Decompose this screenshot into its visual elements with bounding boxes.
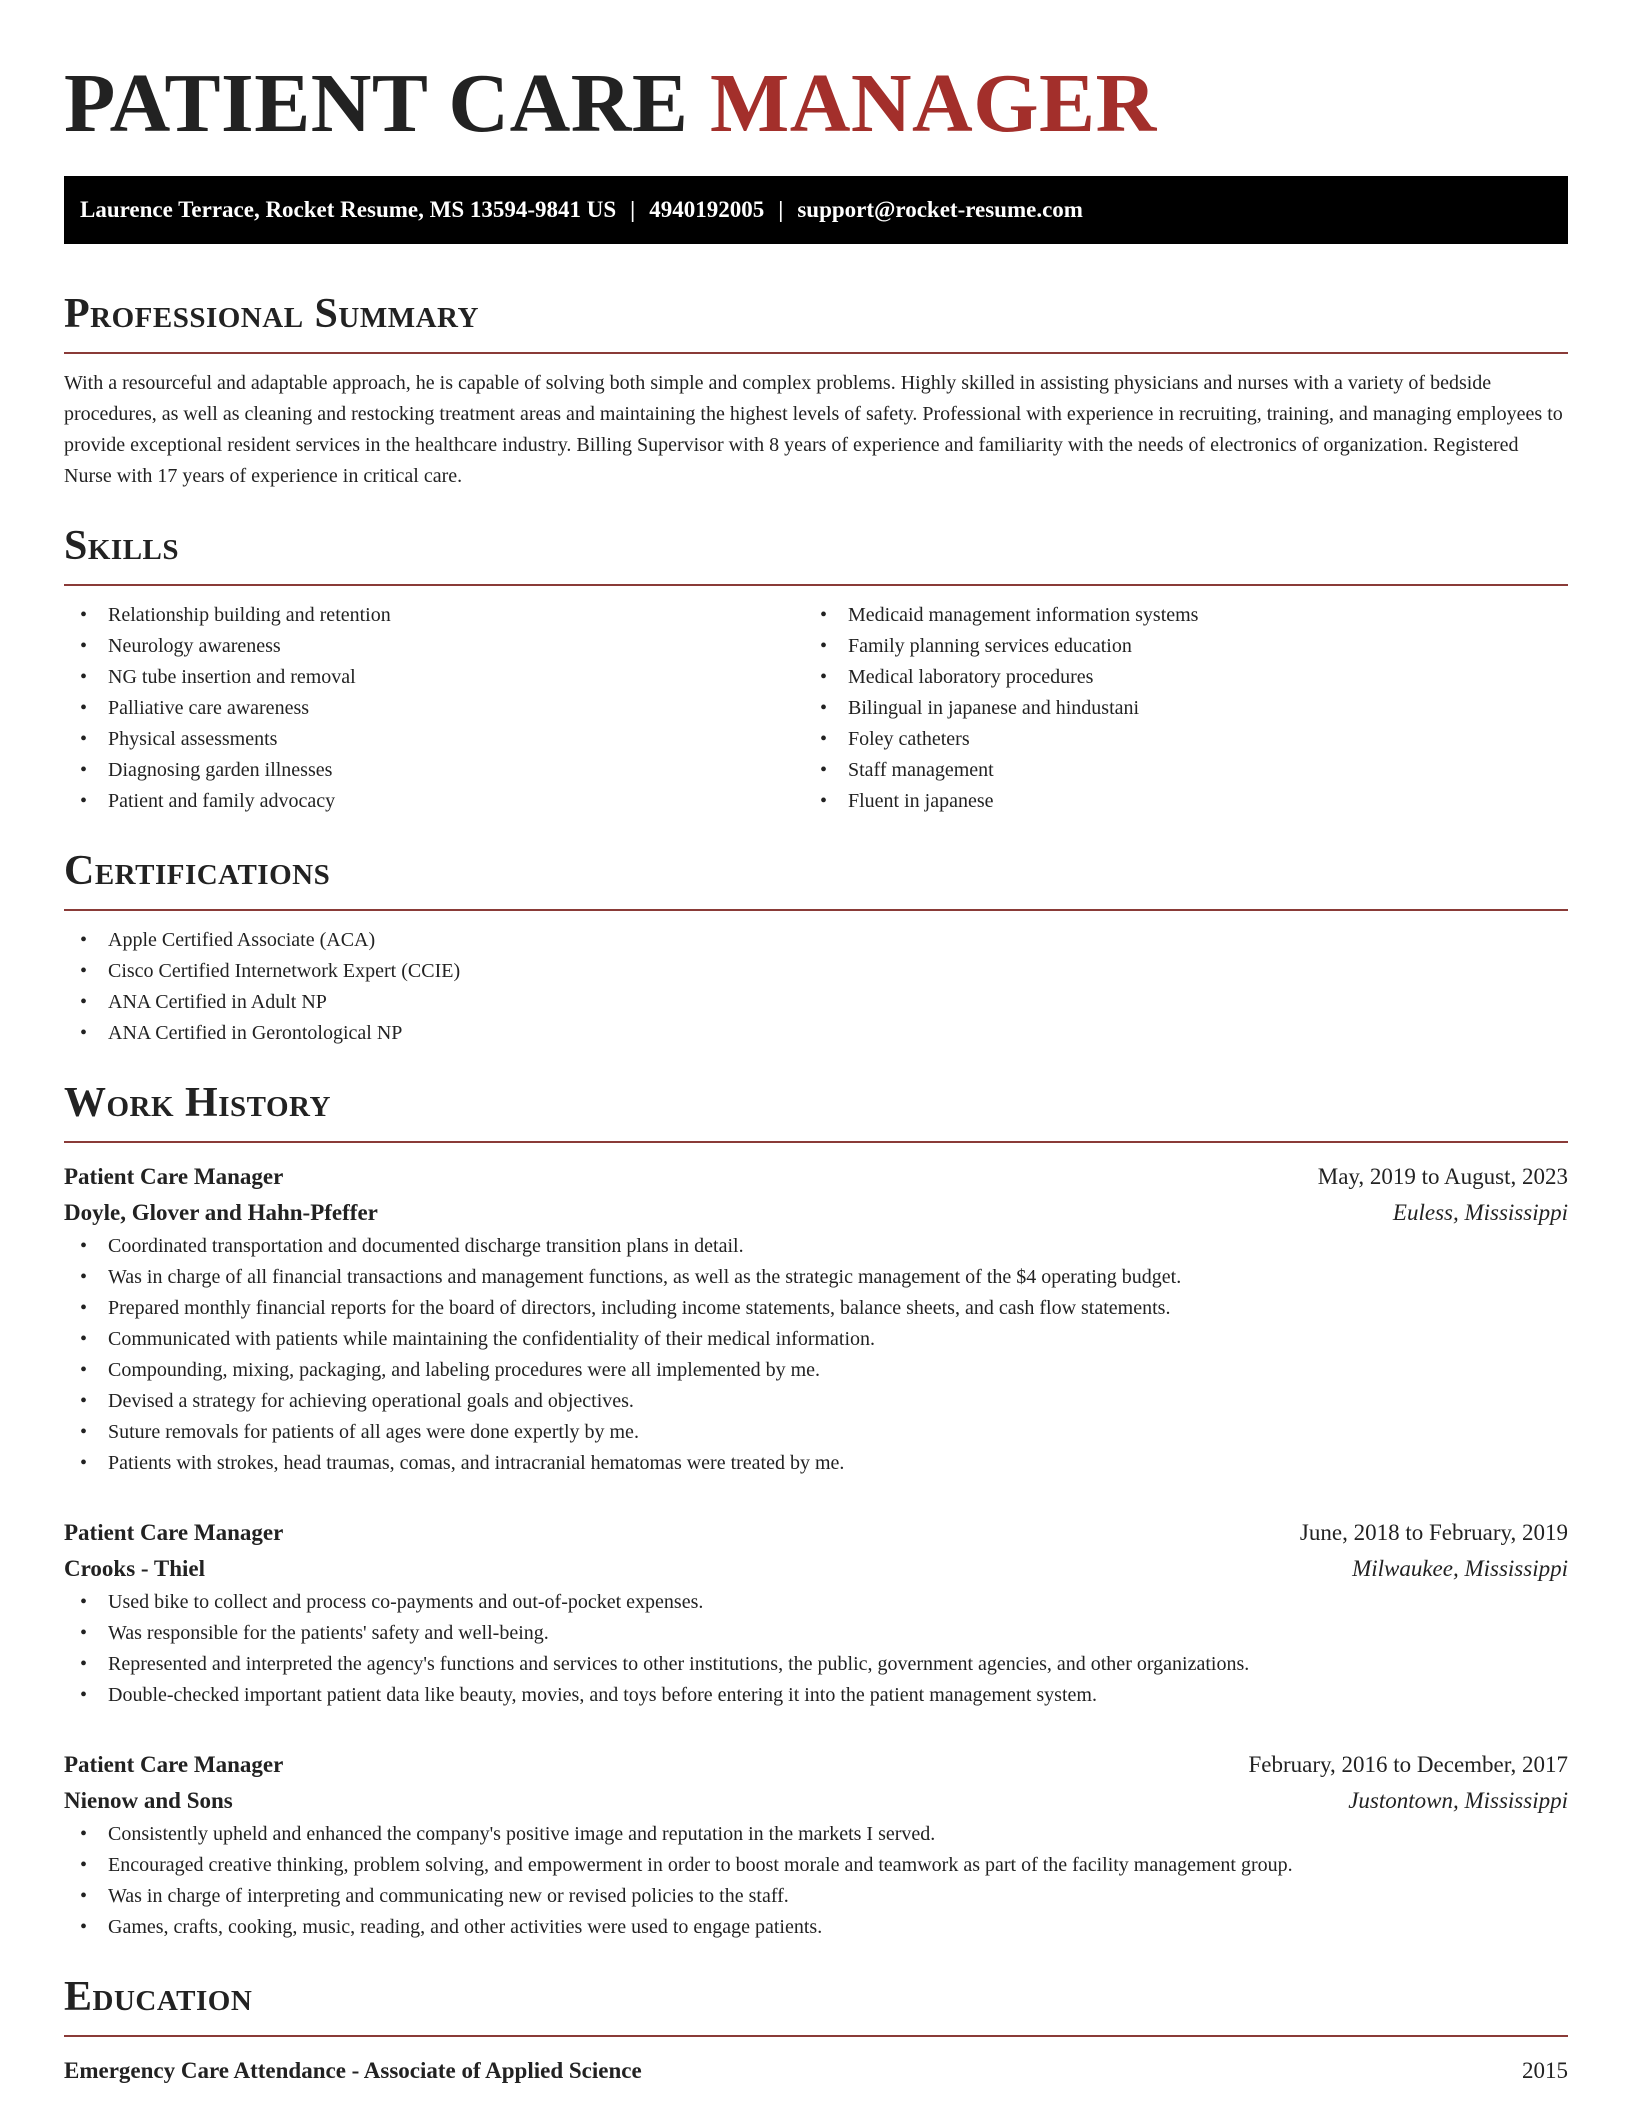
job-company-row — [64, 1195, 1568, 1231]
job-company-row — [64, 1551, 1568, 1587]
job-company: Crooks - Thiel — [64, 1556, 206, 1581]
job-bullet: • Games, crafts, cooking, music, reading, and other activities were used to engage patients. — [64, 1912, 1568, 1943]
contact-separator: | — [778, 197, 784, 222]
education-section — [64, 1969, 1568, 2089]
section-divider — [64, 909, 1568, 911]
job-entry — [64, 1159, 1568, 1479]
skill-item: • Medicaid management information systems — [804, 600, 1544, 631]
summary-heading: Professional Summary — [64, 291, 479, 337]
name-accent: MANAGER — [709, 57, 1157, 150]
job-company: Doyle, Glover and Hahn-Pfeffer — [64, 1200, 378, 1225]
job-entry — [64, 1515, 1568, 1711]
contact-separator: | — [630, 197, 636, 222]
work-history-heading: Work History — [64, 1080, 331, 1126]
education-degree: Emergency Care Attendance - Associate of Applied Science — [64, 2058, 642, 2083]
job-company-row — [64, 1783, 1568, 1819]
skills-list-left — [64, 600, 804, 817]
skill-item: • Foley catheters — [804, 724, 1544, 755]
section-divider — [64, 1141, 1568, 1143]
skill-item: • NG tube insertion and removal — [64, 662, 804, 693]
skill-item: • Medical laboratory procedures — [804, 662, 1544, 693]
job-bullet: • Communicated with patients while maintaining the confidentiality of their medical information. — [64, 1324, 1568, 1355]
name-primary: PATIENT CARE — [64, 57, 689, 150]
resume-name — [64, 0, 1568, 152]
job-bullet: • Was in charge of all financial transactions and management functions, as well as the strategic management of the $4 operating budget. — [64, 1262, 1568, 1293]
job-bullets — [64, 1231, 1568, 1479]
job-bullet: • Was responsible for the patients' safety and well-being. — [64, 1618, 1568, 1649]
job-bullets — [64, 1587, 1568, 1711]
job-title-row — [64, 1747, 1568, 1783]
job-entry — [64, 1747, 1568, 1943]
job-bullet: • Encouraged creative thinking, problem solving, and empowerment in order to boost morale and teamwork as part of the facility management group. — [64, 1850, 1568, 1881]
skills-columns — [64, 600, 1568, 817]
job-bullet: • Patients with strokes, head traumas, comas, and intracranial hematomas were treated by me. — [64, 1448, 1568, 1479]
certification-item: • ANA Certified in Gerontological NP — [64, 1018, 1568, 1049]
job-bullet: • Prepared monthly financial reports for the board of directors, including income statements, balance sheets, and cash flow statements. — [64, 1293, 1568, 1324]
certification-item: • ANA Certified in Adult NP — [64, 987, 1568, 1018]
job-location: Milwaukee, Mississippi — [1352, 1556, 1568, 1581]
job-title: Patient Care Manager — [64, 1520, 284, 1545]
contact-address: Laurence Terrace, Rocket Resume, MS 13594-9841 US — [80, 197, 617, 222]
resume-content — [64, 0, 1568, 2089]
job-bullet: • Consistently upheld and enhanced the company's positive image and reputation in the markets I served. — [64, 1819, 1568, 1850]
job-title-row — [64, 1159, 1568, 1195]
job-title: Patient Care Manager — [64, 1752, 284, 1777]
certification-item: • Apple Certified Associate (ACA) — [64, 925, 1568, 956]
contact-email[interactable]: support@rocket-resume.com — [797, 197, 1083, 222]
skill-item: • Palliative care awareness — [64, 693, 804, 724]
job-dates: June, 2018 to February, 2019 — [1299, 1520, 1568, 1545]
certification-item: • Cisco Certified Internetwork Expert (CCIE) — [64, 956, 1568, 987]
job-dates: February, 2016 to December, 2017 — [1248, 1752, 1568, 1777]
skills-section — [64, 518, 1568, 817]
job-company: Nienow and Sons — [64, 1788, 233, 1813]
job-bullet: • Represented and interpreted the agency's functions and services to other institutions, the public, government agencies, and other organizations. — [64, 1649, 1568, 1680]
skill-item: • Staff management — [804, 755, 1544, 786]
job-bullet: • Used bike to collect and process co-payments and out-of-pocket expenses. — [64, 1587, 1568, 1618]
job-bullet: • Coordinated transportation and documented discharge transition plans in detail. — [64, 1231, 1568, 1262]
job-location: Euless, Mississippi — [1392, 1200, 1568, 1225]
skill-item: • Fluent in japanese — [804, 786, 1544, 817]
job-dates: May, 2019 to August, 2023 — [1317, 1164, 1568, 1189]
skill-item: • Relationship building and retention — [64, 600, 804, 631]
section-divider — [64, 584, 1568, 586]
education-year: 2015 — [1522, 2058, 1568, 2083]
skills-heading: Skills — [64, 523, 180, 569]
job-bullets — [64, 1819, 1568, 1943]
education-entry — [64, 2053, 1568, 2089]
job-bullet: • Compounding, mixing, packaging, and labeling procedures were all implemented by me. — [64, 1355, 1568, 1386]
contact-bar — [64, 176, 1568, 244]
section-divider — [64, 2035, 1568, 2037]
section-divider — [64, 352, 1568, 354]
certifications-section — [64, 843, 1568, 1049]
skill-item: • Diagnosing garden illnesses — [64, 755, 804, 786]
summary-section — [64, 286, 1568, 492]
skill-item: • Family planning services education — [804, 631, 1544, 662]
work-history-section — [64, 1075, 1568, 1943]
summary-text: With a resourceful and adaptable approach, he is capable of solving both simple and complex problems. Highly skilled in assisting physicians and nurses with a variety of bedside procedures, as well as cleaning and restocking treatment areas and maintaining the highest levels of safety. Professional with experience in recruiting, training, and managing employees to provide exceptional resident services in the healthcare industry. Billing Supervisor with 8 years of experience and familiarity with the needs of electronics of organization. Registered Nurse with 17 years of experience in critical care. — [64, 372, 1563, 487]
job-title-row — [64, 1515, 1568, 1551]
job-bullet: • Double-checked important patient data like beauty, movies, and toys before entering it into the patient management system. — [64, 1680, 1568, 1711]
skills-list-right — [804, 600, 1544, 817]
job-location: Justontown, Mississippi — [1348, 1788, 1568, 1813]
skill-item: • Patient and family advocacy — [64, 786, 804, 817]
job-title: Patient Care Manager — [64, 1164, 284, 1189]
certifications-heading: Certifications — [64, 848, 331, 894]
skill-item: • Neurology awareness — [64, 631, 804, 662]
contact-phone[interactable]: 4940192005 — [649, 197, 765, 222]
job-bullet: • Was in charge of interpreting and communicating new or revised policies to the staff. — [64, 1881, 1568, 1912]
skill-item: • Bilingual in japanese and hindustani — [804, 693, 1544, 724]
education-heading: Education — [64, 1974, 253, 2020]
skill-item: • Physical assessments — [64, 724, 804, 755]
job-bullet: • Devised a strategy for achieving operational goals and objectives. — [64, 1386, 1568, 1417]
job-bullet: • Suture removals for patients of all ages were done expertly by me. — [64, 1417, 1568, 1448]
certifications-list — [64, 925, 1568, 1049]
